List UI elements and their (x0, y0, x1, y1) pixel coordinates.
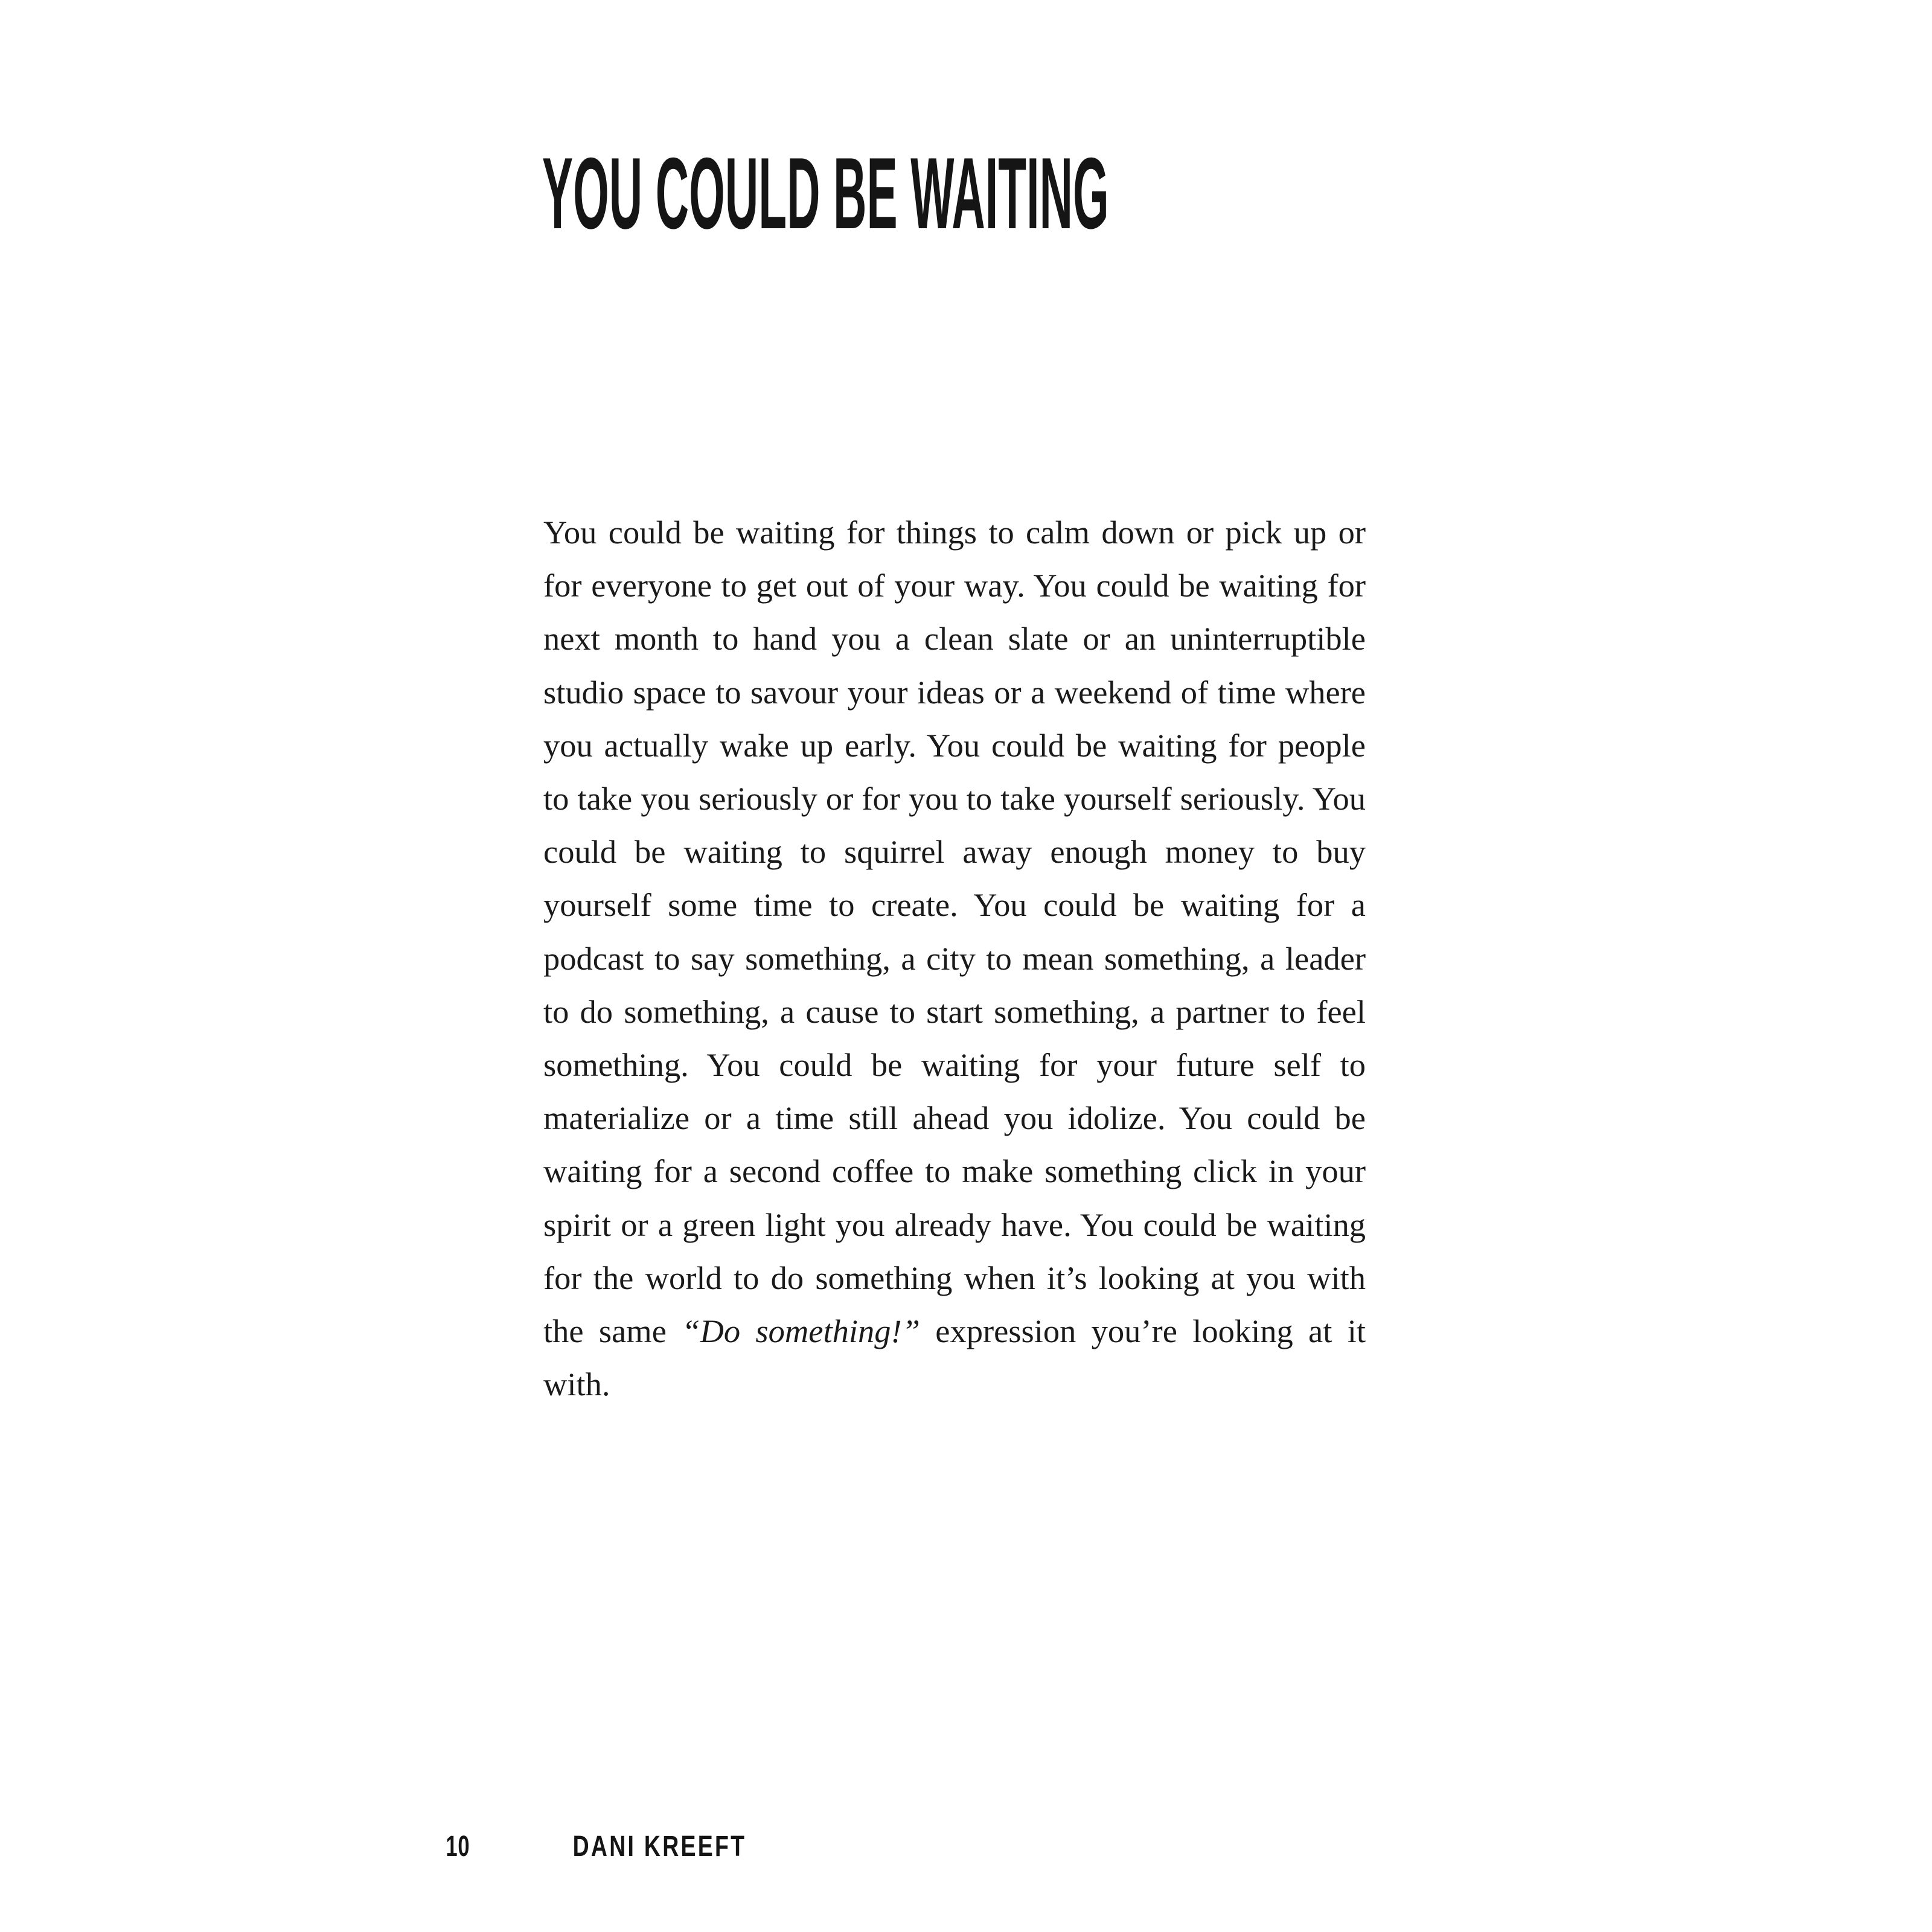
paragraph-text-lead: You could be waiting for things to calm down or pick up or for everyone to get out of your way. You could be waiting for next month to hand you a clean slate or an uninterruptible studio space to savour your ideas or a weekend of time where you actually wake up early. You could be waiting for people to take you seriously or for you to take yourself seriously. You could be waiting to squirrel away enough money to buy yourself some time to create. You could be waiting for a podcast to say something, a city to mean something, a leader to do something, a cause to start something, a partner to feel something. You could be waiting for your future self to materialize or a time still ahead you idolize. You could be waiting for a second coffee to make something click in your spirit or a green light you already have. You could be waiting for the world to do something when it’s looking at you with the same (543, 514, 1366, 1350)
page-number: 10 (446, 1831, 470, 1863)
body-text-block (543, 506, 1366, 1411)
paragraph-text-tail: expression you’re looking at it with. (543, 1313, 1366, 1403)
footer-author-name: DANI KREEFT (572, 1831, 747, 1863)
page-footer (441, 1830, 771, 1863)
page-title: YOU COULD BE WAITING (542, 136, 1109, 250)
paragraph-emphasis: “Do something!” (682, 1313, 920, 1350)
body-paragraph (543, 506, 1366, 1411)
